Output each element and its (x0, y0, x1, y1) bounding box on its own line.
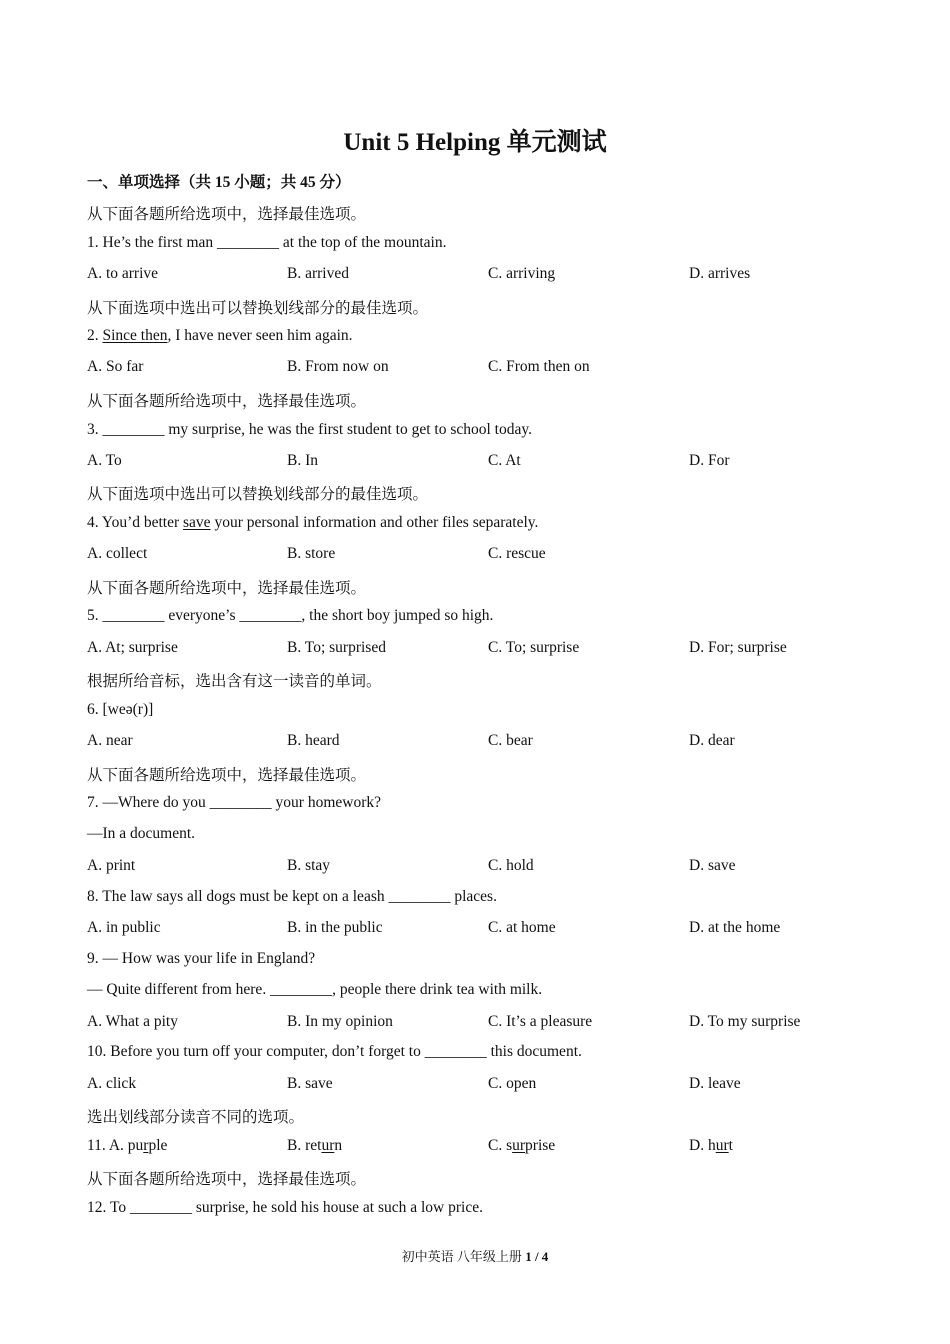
question-7: 7. —Where do you ________ your homework? (87, 794, 382, 811)
option-b: B. stay (287, 857, 331, 874)
option-a: A. collect (87, 545, 148, 562)
question-2 (87, 327, 353, 345)
page-footer (0, 1246, 950, 1265)
instruction: 从下面各题所给选项中，选择最佳选项。 (87, 393, 367, 410)
question-text: , I have never seen him again. (167, 327, 353, 344)
question-2-options (87, 358, 887, 380)
option-b: B. store (287, 545, 336, 562)
option-b (287, 1137, 342, 1155)
option-a: A. So far (87, 358, 144, 375)
question-5: 5. ________ everyone’s ________, the short boy jumped so high. (87, 607, 494, 624)
option-a: A. What a pity (87, 1013, 178, 1030)
option-a: A. To (87, 452, 122, 469)
option-a: A. in public (87, 919, 161, 936)
question-10: 10. Before you turn off your computer, don’t forget to ________ this document. (87, 1043, 582, 1060)
question-7-options (87, 857, 887, 879)
instruction: 从下面各题所给选项中，选择最佳选项。 (87, 206, 367, 223)
question-9-options (87, 1013, 887, 1035)
option-c: C. rescue (488, 545, 546, 562)
option-a: A. At; surprise (87, 639, 178, 656)
instruction: 选出划线部分读音不同的选项。 (87, 1109, 305, 1126)
underlined-letters: ur (715, 1137, 729, 1154)
option-a: A. near (87, 732, 133, 749)
instruction: 从下面各题所给选项中，选择最佳选项。 (87, 580, 367, 597)
question-10-options (87, 1075, 887, 1097)
option-d: D. save (689, 857, 736, 874)
option-d: D. dear (689, 732, 735, 749)
page-title: Unit 5 Helping 单元测试 (343, 129, 607, 156)
underlined-letters: ur (512, 1137, 526, 1154)
question-text: 4. You’d better (87, 514, 184, 531)
question-3-options (87, 452, 887, 474)
option-b: B. In my opinion (287, 1013, 393, 1030)
question-4 (87, 514, 538, 532)
question-9: 9. — How was your life in England? (87, 950, 316, 967)
option-c (488, 1137, 555, 1155)
option-c: C. open (488, 1075, 537, 1092)
question-4-options (87, 545, 887, 567)
question-5-options (87, 639, 887, 661)
question-6: 6. [weə(r)] (87, 701, 154, 718)
option-c: C. bear (488, 732, 533, 749)
option-c: C. at home (488, 919, 556, 936)
instruction: 从下面选项中选出可以替换划线部分的最佳选项。 (87, 486, 429, 503)
option-text: prise (525, 1137, 556, 1154)
option-a: A. to arrive (87, 265, 159, 282)
option-b: B. heard (287, 732, 340, 749)
question-7-reply: —In a document. (87, 825, 196, 842)
question-3: 3. ________ my surprise, he was the first student to get to school today. (87, 421, 532, 438)
option-d: D. arrives (689, 265, 751, 282)
instruction: 从下面各题所给选项中，选择最佳选项。 (87, 1171, 367, 1188)
option-d: D. leave (689, 1075, 741, 1092)
page-number: 1 / 4 (525, 1249, 549, 1264)
question-6-options (87, 732, 887, 754)
underlined-letters: r (143, 1137, 149, 1154)
question-text: your personal information and other files separately. (210, 514, 539, 531)
option-a (87, 1137, 167, 1155)
option-b: B. in the public (287, 919, 383, 936)
question-12: 12. To ________ surprise, he sold his house at such a low price. (87, 1199, 483, 1216)
option-c: C. To; surprise (488, 639, 580, 656)
option-d: D. For (689, 452, 730, 469)
option-b: B. save (287, 1075, 333, 1092)
option-d: D. For; surprise (689, 639, 787, 656)
option-b: B. In (287, 452, 318, 469)
underlined-phrase: save (183, 514, 211, 531)
option-c: C. From then on (488, 358, 590, 375)
option-text: ple (148, 1137, 168, 1154)
question-11-options (87, 1137, 887, 1159)
instruction: 从下面各题所给选项中，选择最佳选项。 (87, 767, 367, 784)
option-b: B. arrived (287, 265, 349, 282)
option-text: D. h (689, 1137, 716, 1154)
question-8: 8. The law says all dogs must be kept on a leash ________ places. (87, 888, 497, 905)
option-text: 11. A. pu (87, 1137, 144, 1154)
option-c: C. At (488, 452, 521, 469)
underlined-letters: ur (321, 1137, 335, 1154)
option-b: B. From now on (287, 358, 389, 375)
instruction: 根据所给音标，选出含有这一读音的单词。 (87, 673, 382, 690)
option-c: C. It’s a pleasure (488, 1013, 593, 1030)
question-8-options (87, 919, 887, 941)
question-1: 1. He’s the first man ________ at the top of the mountain. (87, 234, 447, 251)
question-9-reply: — Quite different from here. ________, people there drink tea with milk. (87, 981, 543, 998)
section-heading: 一、单项选择（共 15 小题；共 45 分） (87, 174, 351, 191)
option-d (689, 1137, 733, 1155)
option-text: B. ret (287, 1137, 322, 1154)
option-text: n (334, 1137, 343, 1154)
option-text: C. s (488, 1137, 513, 1154)
option-text: t (728, 1137, 733, 1154)
footer-text: 初中英语 八年级上册 (401, 1249, 526, 1264)
option-b: B. To; surprised (287, 639, 386, 656)
question-text: 2. (87, 327, 103, 344)
option-c: C. hold (488, 857, 534, 874)
instruction: 从下面选项中选出可以替换划线部分的最佳选项。 (87, 300, 429, 317)
option-a: A. click (87, 1075, 137, 1092)
option-c: C. arriving (488, 265, 556, 282)
option-d: D. at the home (689, 919, 781, 936)
option-a: A. print (87, 857, 136, 874)
underlined-phrase: Since then (102, 327, 168, 344)
question-1-options (87, 265, 887, 287)
option-d: D. To my surprise (689, 1013, 801, 1030)
